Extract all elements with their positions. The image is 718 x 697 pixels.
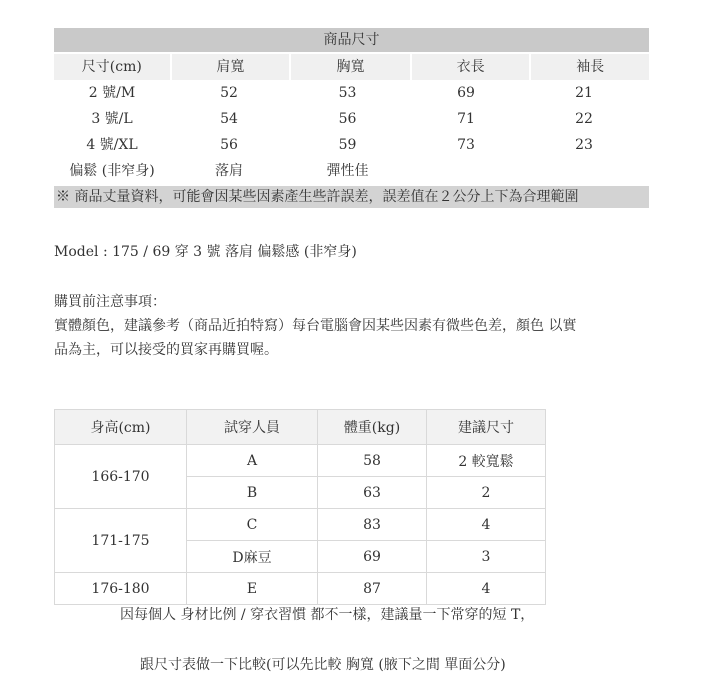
header-length: 衣長 (412, 54, 530, 80)
height-range: 166-170 (55, 445, 187, 509)
size-cell: 2 較寬鬆 (427, 445, 546, 477)
size-cell: 彈性佳 (326, 163, 369, 179)
person-cell: C (187, 509, 318, 541)
footer-line-1: 因每個人 身材比例 / 穿衣習慣 都不一樣，建議量一下常穿的短 T， (120, 607, 535, 623)
size-chart-title: 商品尺寸 (54, 28, 649, 52)
fitting-header-row (55, 410, 546, 445)
size-row (54, 132, 649, 158)
header-chest: 胸寬 (291, 54, 410, 80)
model-info: Model : 175 / 69 穿 3 號 落肩 偏鬆感 (非窄身) (54, 244, 357, 260)
size-cell: 偏鬆 (非窄身) (69, 163, 155, 179)
size-cell: 4 (427, 573, 546, 605)
size-cell (407, 158, 525, 184)
size-cell: 3 (427, 541, 546, 573)
height-range: 176-180 (55, 573, 187, 605)
footer-line-2: 跟尺寸表做一下比較(可以先比較 胸寬 (腋下之間 單面公分) (140, 657, 506, 673)
size-cell: 54 (220, 111, 238, 127)
weight-cell: 83 (318, 509, 427, 541)
size-chart (54, 28, 649, 208)
weight-cell: 63 (318, 477, 427, 509)
notice-title: 購買前注意事項： (54, 294, 166, 310)
notice-line-1: 實體顏色，建議參考（商品近拍特寫）每台電腦會因某些因素有微些色差，顏色 以實 (54, 318, 577, 334)
header-suggested-size: 建議尺寸 (427, 410, 546, 445)
size-row (54, 80, 649, 106)
size-cell: 2 號/M (88, 85, 136, 101)
size-cell: 73 (457, 137, 475, 153)
size-cell: 2 (427, 477, 546, 509)
fitting-table (54, 409, 546, 605)
header-sleeve: 袖長 (531, 54, 649, 80)
size-cell: 21 (575, 85, 593, 101)
weight-cell: 69 (318, 541, 427, 573)
size-cell (525, 158, 643, 184)
size-cell: 23 (575, 137, 593, 153)
table-row (55, 573, 546, 605)
notice-line-2: 品為主，可以接受的買家再購買喔。 (54, 342, 278, 358)
size-chart-header-row (54, 54, 649, 80)
size-cell: 71 (457, 111, 475, 127)
height-range: 171-175 (55, 509, 187, 573)
header-person: 試穿人員 (187, 410, 318, 445)
size-cell: 3 號/L (91, 111, 133, 127)
size-cell: 56 (220, 137, 238, 153)
header-size: 尺寸(cm) (54, 54, 170, 80)
size-chart-note: ※ 商品丈量資料，可能會因某些因素產生些許誤差，誤差值在２公分上下為合理範圍 (54, 186, 649, 208)
weight-cell: 58 (318, 445, 427, 477)
size-cell: 56 (338, 111, 357, 127)
person-cell: A (187, 445, 318, 477)
size-cell: 4 (427, 509, 546, 541)
person-cell: D麻豆 (187, 541, 318, 573)
weight-cell: 87 (318, 573, 427, 605)
size-cell: 4 號/XL (86, 137, 138, 153)
size-cell: 22 (575, 111, 593, 127)
table-row (55, 445, 546, 477)
size-cell: 69 (457, 85, 475, 101)
header-shoulder: 肩寬 (172, 54, 290, 80)
size-cell: 52 (220, 85, 238, 101)
header-height: 身高(cm) (55, 410, 187, 445)
person-cell: E (187, 573, 318, 605)
size-row-fit (54, 158, 649, 184)
size-cell: 53 (338, 85, 357, 101)
table-row (55, 509, 546, 541)
size-row (54, 106, 649, 132)
size-cell: 落肩 (215, 163, 243, 179)
size-cell: 59 (338, 137, 357, 153)
header-weight: 體重(kg) (318, 410, 427, 445)
person-cell: B (187, 477, 318, 509)
